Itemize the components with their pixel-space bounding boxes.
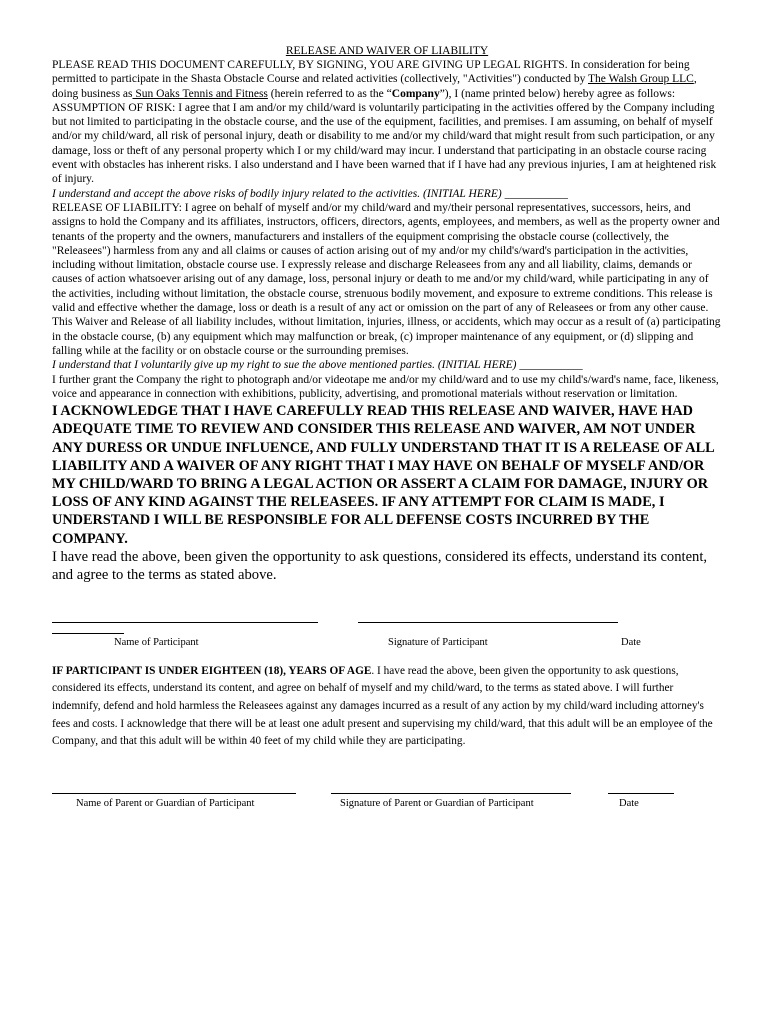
photo-release: I further grant the Company the right to photograph and/or videotape me and/or my child/ward and to use my child's/ward's name, face, likeness, voice and appearance in connection with exhibitions, publicity, advertising, and promotional materials without reservation or limitation. (52, 373, 719, 400)
minor-participant-paragraph (52, 663, 722, 751)
participant-name-line[interactable] (52, 622, 318, 623)
assumption-of-risk: ASSUMPTION OF RISK: I agree that I am and/or my child/ward is voluntarily participating in the activities offered by the Company including but not limited to participating in the obstacle course, and the use of the equipment, facilities, and premises. I am assuming, on behalf of myself and/or my child/ward, all risk of personal injury, death or disability to me and/or my child/ward that might result from such participation, or any damage, loss or theft of any personal property which I or my child/ward may incur. I understand that participating in an obstacle course racing event with obstacles has inherent risks. I also understand and I have been warned that if I have had any previous injuries, I am at heightened risk of injury. (52, 101, 717, 186)
initial-sue-line[interactable]: I understand that I voluntarily give up my right to sue the above mentioned parties. (INITIAL HERE) ___________ (52, 359, 583, 372)
participant-name-label: Name of Participant (114, 636, 199, 648)
minor-text: . I have read the above, been given the opportunity to ask questions, considered its effects, understand its content, and agree on behalf of myself and my child/ward, to the terms as stated above. I will further indemnify, defend and hold harmless the Releasees against any damages incurred as a result of any action by my child/ward including attorney's fees and costs. I acknowledge that there will be at least one adult present and supervising my child/ward, that this adult will be an employee of the Company, and that this adult will be within 40 feet of my child while they are participating. (52, 664, 713, 748)
guardian-name-line[interactable] (52, 793, 296, 794)
minor-heading: IF PARTICIPANT IS UNDER EIGHTEEN (18), YEARS OF AGE (52, 664, 372, 677)
guardian-date-line[interactable] (608, 793, 674, 794)
dba-name: Sun Oaks Tennis and Fitness (132, 87, 268, 100)
intro-paragraph (52, 58, 722, 101)
acknowledgement: I ACKNOWLEDGE THAT I HAVE CAREFULLY READ THIS RELEASE AND WAIVER, HAVE HAD ADEQUATE TIME TO REVIEW AND CONSIDER THIS RELEASE AND WAIVER, AM NOT UNDER ANY DURESS OR UNDUE INFLUENCE, AND FULLY UNDERSTAND THAT IT IS A RELEASE OF ALL LIABILITY AND A WAIVER OF ANY RIGHT THAT I MAY HAVE ON BEHALF OF MYSELF AND/OR MY CHILD/WARD TO BRING A LEGAL ACTION OR ASSERT A CLAIM FOR DAMAGE, INJURY OR LOSS OF ANY KIND AGAINST THE RELEASEES. IF ANY ATTEMPT FOR CLAIM IS MADE, I UNDERSTAND I WILL BE RESPONSIBLE FOR ALL DEFENSE COSTS INCURRED BY THE COMPANY. (52, 403, 714, 547)
intro-text-2: , doing business as (52, 73, 697, 100)
guardian-signature-line[interactable] (331, 793, 571, 794)
guardian-signature-block (52, 751, 722, 809)
company-term: Company (391, 87, 440, 100)
participant-date-label: Date (621, 636, 641, 648)
initial-risk-line[interactable]: I understand and accept the above risks of bodily injury related to the activities. (INITIAL HERE) ___________ (52, 187, 568, 200)
participant-signature-line[interactable] (358, 622, 618, 623)
guardian-signature-label: Signature of Parent or Guardian of Participant (340, 797, 534, 809)
participant-signature-label: Signature of Participant (388, 636, 488, 648)
agreement-statement: I have read the above, been given the opportunity to ask questions, considered its effects, understand its content, and agree to the terms as stated above. (52, 548, 708, 584)
guardian-date-label: Date (619, 797, 639, 809)
intro-text-4: ”), I (name printed below) hereby agree as follows: (439, 87, 676, 100)
participant-signature-block (52, 585, 722, 665)
guardian-name-label: Name of Parent or Guardian of Participant (76, 797, 255, 809)
release-of-liability: RELEASE OF LIABILITY: I agree on behalf of myself and/or my child/ward and my/their personal representatives, successors, heirs, and assigns to hold the Company and its affiliates, instructors, officers, directors, agents, employees, and members, as well as the property owner and tenants of the property and the owners, manufacturers and installers of the equipment comprising the obstacle course (collectively, the "Releasees") harmless from any and all claims or causes of action arising out of my and/or my child's/ward's participation in the activities, including without limitation, obstacle course use. I expressly release and discharge Releasees from any and all liability, claims, demands or causes of action whatsoever arising out of any damage, loss, personal injury or death to me and/or my child/ward, while participating in any of the activities, including without limitation, the obstacle course, strenuous bodily movement, and exposure to extreme conditions. This release is valid and effective whether the damage, loss or death is a result of any act or omission on the part of any of Releasees or from any other cause. This Waiver and Release of all liability includes, without limitation, injuries, illness, or accidents, which may occur as a result of (a) participating in the obstacle course, (b) any equipment which may malfunction or break, (c) improper maintenance of any equipment, or (d) slipping and falling while at the facility or on obstacle course or the surrounding premises. (52, 201, 721, 357)
intro-text-1: PLEASE READ THIS DOCUMENT CAREFULLY, BY SIGNING, YOU ARE GIVING UP LEGAL RIGHTS. In consideration for being permitted to participate in the Shasta Obstacle Course and related activities (collectively, "Activities") conducted by (52, 59, 690, 86)
document-title: RELEASE AND WAIVER OF LIABILITY (285, 45, 489, 57)
waiver-document (52, 44, 722, 809)
participant-date-line[interactable] (52, 633, 124, 634)
intro-text-3: (herein referred to as the “ (267, 87, 392, 100)
company-name: The Walsh Group LLC (587, 73, 694, 86)
